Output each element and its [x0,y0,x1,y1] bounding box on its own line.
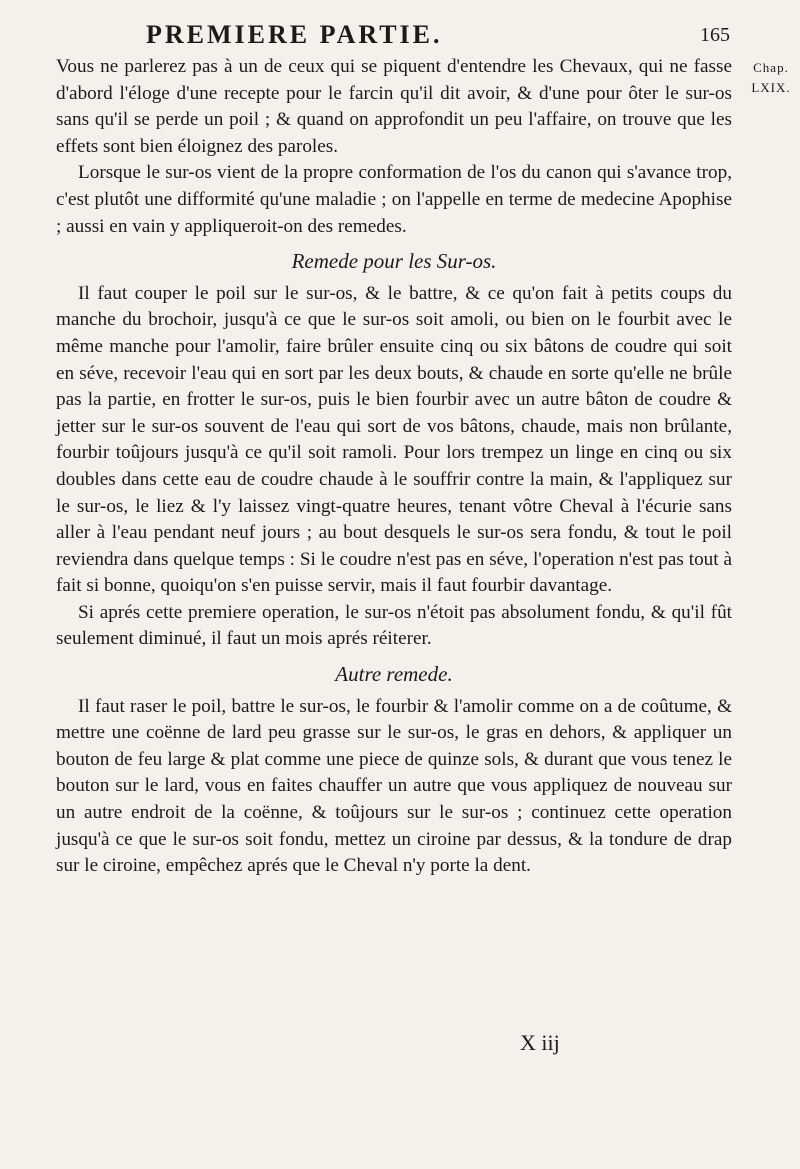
signature-mark: X iij [520,1030,560,1055]
paragraph-remede-1: Il faut couper le poil sur le sur-os, & le battre, & ce qu'on fait à petits coups du manche du brochoir, jusqu'à ce que le sur-os soit amoli, ou bien on le fourbit avec le même manche pour l'amolir, faire brûler ensuite cinq ou six bâtons de coudre qui soit en séve, recevoir l'eau qui en sort par les deux bouts, & chaude en sorte qu'elle ne brûle pas la partie, en frotter le sur-os, puis le bien fourbir avec un autre bâton de coudre & jetter sur le sur-os souvent de l'eau qui sort de vos bâtons, chaude, mais non brûlante, fourbir toûjours jusqu'à ce qu'il soit ramoli. Pour lors trempez un linge en cinq ou six doubles dans cette eau de coudre chaude à le souffrir contre la main, & l'appliquez sur le sur-os, le liez & l'y laissez vingt-quatre heures, tenant vôtre Cheval à l'écurie sans aller à l'eau pendant neuf jours ; au bout desquels le sur-os sera fondu, & tout le poil reviendra dans quelque temps : Si le coudre n'est pas en séve, l'operation n'est pas tout à fait si bonne, quoiqu'on s'en puisse servir, mais il faut fourbir davantage. [56,282,732,597]
paragraph-autre-remede: Il faut raser le poil, battre le sur-os, le fourbir & l'amolir comme on a de coûtume, & mettre une coënne de lard peu grasse sur le sur-os, le gras en dehors, & appliquer un bouton de feu large & plat comme une piece de quinze sols, & durant que vous tenez le bouton sur le lard, vous en faites chauffer un autre que vous appliquez de nouveau sur un autre endroit de la coënne, & toûjours sur le sur-os ; continuez cette operation jusqu'à ce que le sur-os soit fondu, mettez un ciroine par dessus, & la tondure de drap sur le ciroine, empêchez aprés que le Cheval n'y porte la dent. [56,695,732,877]
running-title: PREMIERE PARTIE. [146,20,443,49]
page-header [0,18,800,58]
paragraph-intro: Vous ne parlerez pas à un de ceux qui se piquent d'entendre les Chevaux, qui ne fasse d'abord l'éloge d'une recepte pour le farcin qu'il dit avoir, & d'une pour ôter le sur-os sans qu'il se perde un poil ; & quand on approfondit un peu l'affaire, on trouve que les effets sont bien éloignez des paroles. [56,56,732,157]
paragraph-remede-2: Si aprés cette premiere operation, le sur-os n'étoit pas absolument fondu, & qu'il fût seulement diminué, il faut un mois aprés réiterer. [56,601,732,650]
section-heading-autre-remede: Autre remede. [335,662,453,687]
chapter-margin-note [746,58,796,98]
margin-note-chap: Chap. [753,60,789,75]
margin-note-number: LXIX. [751,80,791,95]
section-heading-remede: Remede pour les Sur-os. [291,249,497,274]
page-number: 165 [700,24,730,46]
paragraph-apophise: Lorsque le sur-os vient de la propre conformation de l'os du canon qui s'avance trop, c'est plutôt une difformité qu'une maladie ; on l'appelle en terme de medecine Apophise ; aussi en vain y appliqueroit-on des remedes. [56,162,732,237]
body-text [56,54,732,880]
